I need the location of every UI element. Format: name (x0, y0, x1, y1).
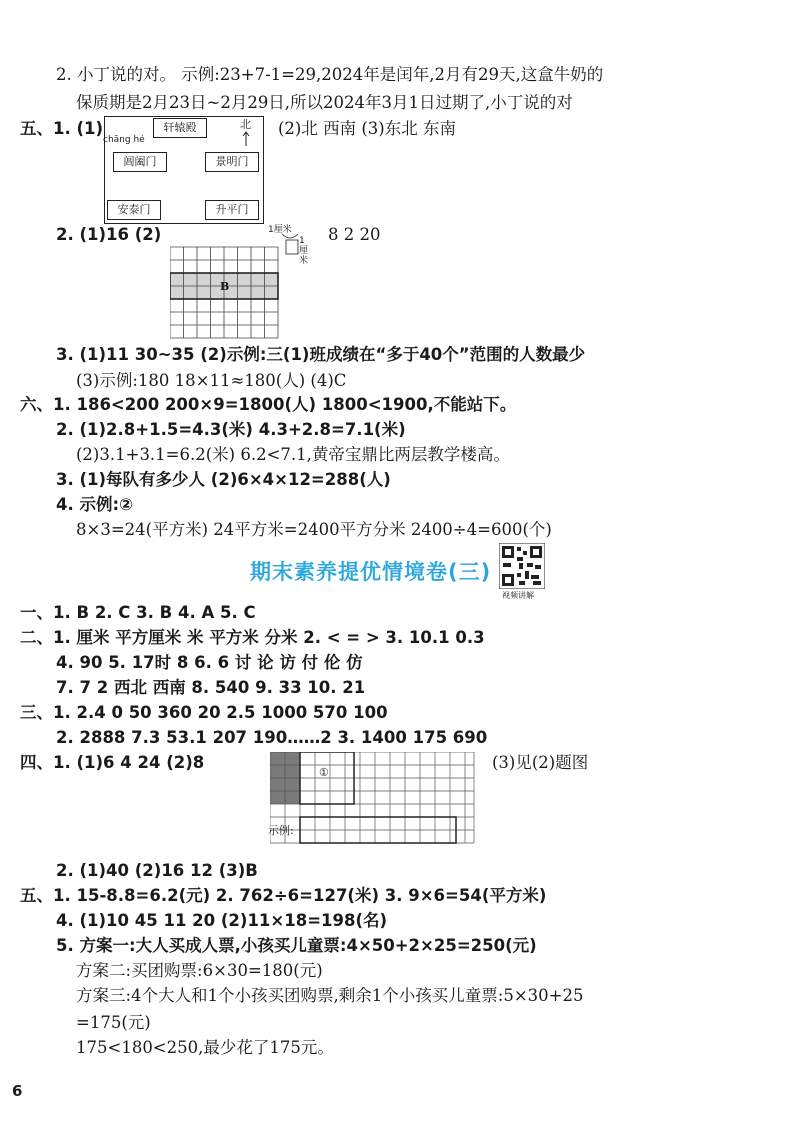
qr-caption: 视频讲解 (502, 591, 534, 600)
m-line-2: 二、1. 厘米 平方厘米 米 平方米 分米 2. < = > 3. 10.1 0.3 (20, 628, 485, 647)
m-line-8: 2. (1)40 (2)16 12 (3)B (56, 861, 258, 880)
line-9: (2)3.1+3.1=6.2(米) 6.2<7.1,黄帝宝鼎比两层教学楼高。 (76, 445, 510, 464)
north-arrow-icon (241, 131, 251, 147)
unit-label-2: 1厘米 (299, 236, 309, 266)
gate-antai: 安泰门 (107, 200, 161, 220)
unit-label-1: 1厘米 (268, 225, 292, 235)
m-line-9: 五、1. 15-8.8=6.2(元) 2. 762÷6=127(米) 3. 9×6=54(平方米) (20, 886, 547, 905)
gate-jingming: 景明门 (205, 152, 259, 172)
line-2: 保质期是2月23日~2月29日,所以2024年3月1日过期了,小丁说的对 (76, 93, 573, 112)
m-line-3: 4. 90 5. 17时 8 6. 6 讨 论 访 付 伦 仿 (56, 653, 363, 672)
grid-example-label: 示例: (268, 824, 294, 837)
gate-xuanyuan: 轩辕殿 (153, 118, 207, 138)
gate-changhe: 阊阖门 (113, 152, 167, 172)
qr-code-icon (499, 543, 545, 589)
m-line-14: =175(元) (76, 1013, 151, 1032)
line-7: 六、1. 186<200 200×9=1800(人) 1800<1900,不能站下。 (20, 395, 517, 414)
m-line-5: 三、1. 2.4 0 50 360 20 2.5 1000 570 100 (20, 703, 388, 722)
m-line-13: 方案三:4个大人和1个小孩买团购票,剩余1个小孩买儿童票:5×30+25 (76, 986, 584, 1005)
line-1: 2. 小丁说的对。 示例:23+7-1=29,2024年是闰年,2月有29天,这盒牛奶的 (56, 65, 604, 84)
north-label: 北 (240, 118, 251, 131)
gate-shengping: 升平门 (205, 200, 259, 220)
m-line-7-head: 四、1. (1)6 4 24 (2)8 (20, 753, 205, 772)
line-12: 8×3=24(平方米) 24平方米=2400平方分米 2400÷4=600(个) (76, 520, 552, 539)
m-line-1: 一、1. B 2. C 3. B 4. A 5. C (20, 603, 256, 622)
line-11: 4. 示例:② (56, 495, 134, 514)
exam-title: 期末素养提优情境卷(三) (250, 560, 492, 584)
grid-diagram-area (270, 752, 490, 856)
section-5-q2-head: 2. (1)16 (2) (56, 225, 162, 244)
m-line-15: 175<180<250,最少花了175元。 (76, 1038, 334, 1057)
pinyin-label: chāng hé (103, 135, 145, 145)
section-5-q1-head: 五、1. (1) (20, 119, 104, 138)
grid-circle-label: ① (319, 766, 329, 779)
m-line-11: 5. 方案一:大人买成人票,小孩买儿童票:4×50+2×25=250(元) (56, 936, 537, 955)
section-5-q1-tail: (2)北 西南 (3)东北 东南 (278, 119, 456, 138)
line-8: 2. (1)2.8+1.5=4.3(米) 4.3+2.8=7.1(米) (56, 420, 406, 439)
m-line-12: 方案二:买团购票:6×30=180(元) (76, 961, 323, 980)
m-line-10: 4. (1)10 45 11 20 (2)11×18=198(名) (56, 911, 388, 930)
m-line-6: 2. 2888 7.3 53.1 207 190……2 3. 1400 175 690 (56, 728, 488, 747)
page-number: 6 (12, 1082, 23, 1100)
m-line-7-tail: (3)见(2)题图 (492, 753, 589, 772)
section-5-q2-tail: 8 2 20 (328, 225, 381, 244)
line-6: (3)示例:180 18×11≈180(人) (4)C (76, 371, 347, 390)
line-5: 3. (1)11 30~35 (2)示例:三(1)班成绩在“多于40个”范围的人数最少 (56, 345, 586, 364)
grid-label-b: B (220, 280, 230, 293)
line-10: 3. (1)每队有多少人 (2)6×4×12=288(人) (56, 470, 391, 489)
m-line-4: 7. 7 2 西北 西南 8. 540 9. 33 10. 21 (56, 678, 366, 697)
